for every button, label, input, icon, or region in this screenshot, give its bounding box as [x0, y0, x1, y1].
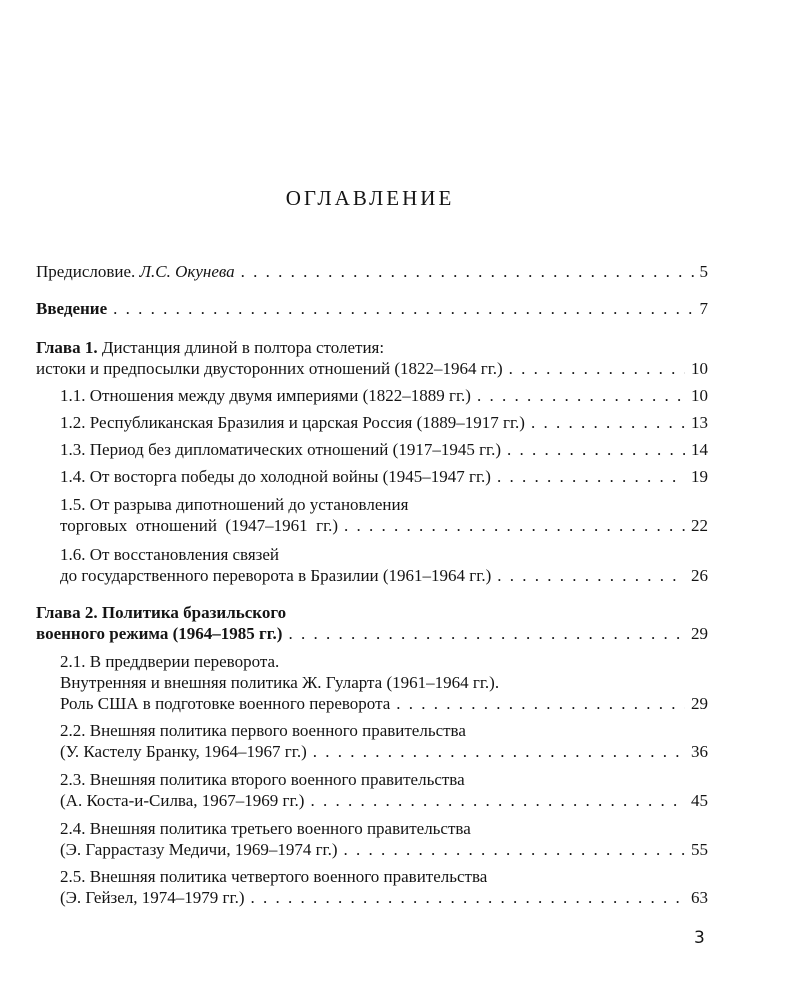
toc-section-1-6-title: 1.6. От восстановления связей — [60, 545, 280, 564]
page-ref: 10 — [691, 359, 708, 378]
toc-section-2-1-line2: Внутренняя и внешняя политика Ж. Гуларта (1961–1964 гг.). — [60, 673, 500, 692]
chapter-2-heading: Глава 2. Политика бразильского — [36, 603, 287, 622]
dot-leader — [113, 299, 693, 319]
dot-leader — [288, 624, 685, 644]
page-ref: 19 — [691, 467, 708, 486]
toc-section-2-2 — [60, 742, 708, 762]
toc-section-2-3 — [60, 791, 708, 811]
section-title-cont: Роль США в подготовке военного переворота — [60, 694, 391, 713]
page-ref: 63 — [691, 888, 708, 907]
toc-section-1-6 — [60, 566, 708, 586]
section-title-cont: (Э. Гейзел, 1974–1979 гг.) — [60, 888, 245, 907]
dot-leader — [313, 742, 685, 762]
toc-section-1-5-title: 1.5. От разрыва дипотношений до установления — [60, 495, 409, 514]
page-ref: 14 — [691, 440, 708, 459]
entry-label: Предисловие. — [36, 262, 136, 281]
toc-section-2-5-title: 2.5. Внешняя политика четвертого военного правительства — [60, 867, 488, 886]
dot-leader — [344, 516, 685, 536]
section-title-cont: (У. Кастелу Бранку, 1964–1967 гг.) — [60, 742, 307, 761]
section-title: 1.4. От восторга победы до холодной войны (1945–1947 гг.) — [60, 467, 491, 486]
page-number: 3 — [694, 928, 705, 948]
dot-leader — [396, 694, 685, 714]
toc-section-2-3-title: 2.3. Внешняя политика второго военного правительства — [60, 770, 465, 789]
chapter-1-entry — [36, 359, 708, 379]
toc-section-1-3 — [60, 440, 708, 460]
toc-entry-preface — [36, 262, 708, 282]
page-ref: 7 — [699, 299, 708, 318]
toc-section-2-2-title: 2.2. Внешняя политика первого военного правительства — [60, 721, 466, 740]
dot-leader — [477, 386, 685, 406]
page-ref: 10 — [691, 386, 708, 405]
toc-entry-intro — [36, 299, 708, 319]
dot-leader — [507, 440, 685, 460]
page-ref: 13 — [691, 413, 708, 432]
page-ref: 45 — [691, 791, 708, 810]
entry-author: Л.С. Окунева — [139, 262, 235, 281]
toc-section-1-5 — [60, 516, 708, 536]
section-title: 1.2. Республиканская Бразилия и царская Россия (1889–1917 гг.) — [60, 413, 525, 432]
page-ref: 22 — [691, 516, 708, 535]
section-title-cont: (А. Коста-и-Силва, 1967–1969 гг.) — [60, 791, 305, 810]
dot-leader — [509, 359, 685, 379]
page-ref: 29 — [691, 694, 708, 713]
section-title-cont: до государственного переворота в Бразилии (1961–1964 гг.) — [60, 566, 492, 585]
toc-section-2-1-title: 2.1. В преддверии переворота. — [60, 652, 280, 671]
dot-leader — [497, 566, 685, 586]
chapter-title-cont: истоки и предпосылки двусторонних отношений (1822–1964 гг.) — [36, 359, 503, 378]
dot-leader — [531, 413, 685, 433]
section-title: 1.3. Период без дипломатических отношений (1917–1945 гг.) — [60, 440, 502, 459]
section-title-cont: (Э. Гаррастазу Медичи, 1969–1974 гг.) — [60, 840, 338, 859]
toc-section-1-2 — [60, 413, 708, 433]
chapter-2-entry — [36, 624, 708, 644]
chapter-1-heading — [36, 338, 384, 358]
toc-section-2-1 — [60, 694, 708, 714]
page-title: ОГЛАВЛЕНИЕ — [285, 186, 455, 210]
toc-section-1-1 — [60, 386, 708, 406]
dot-leader — [241, 262, 694, 282]
page-ref: 26 — [691, 566, 708, 585]
page-ref: 36 — [691, 742, 708, 761]
toc-section-1-4 — [60, 467, 708, 487]
page-ref: 29 — [691, 624, 708, 643]
toc-section-2-5 — [60, 888, 708, 908]
chapter-label: Глава 1. — [36, 338, 98, 357]
dot-leader — [497, 467, 685, 487]
chapter-title: Дистанция длиной в полтора столетия: — [101, 338, 385, 357]
chapter-title-cont: военного режима (1964–1985 гг.) — [36, 624, 283, 643]
toc-section-2-4-title: 2.4. Внешняя политика третьего военного правительства — [60, 819, 471, 838]
section-title-cont: торговых отношений (1947–1961 гг.) — [60, 516, 339, 535]
dot-leader — [344, 840, 685, 860]
dot-leader — [251, 888, 686, 908]
dot-leader — [310, 791, 685, 811]
section-title: 1.1. Отношения между двумя империями (1822–1889 гг.) — [60, 386, 471, 405]
entry-label: Введение — [36, 299, 108, 318]
page-ref: 55 — [691, 840, 708, 859]
page-ref: 5 — [699, 262, 708, 281]
toc-section-2-4 — [60, 840, 708, 860]
